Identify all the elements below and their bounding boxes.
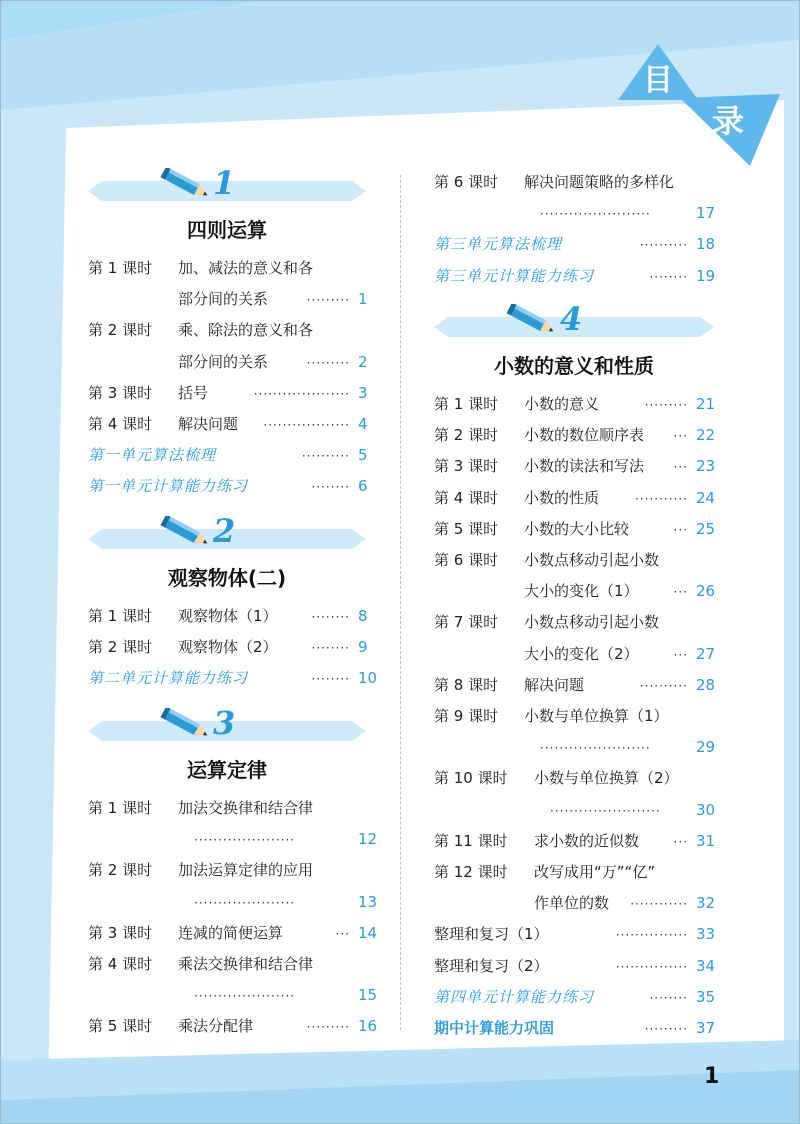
dot-leader: ···················· <box>253 386 350 401</box>
unit-number: 1 <box>213 164 236 202</box>
dot-leader: ······················· <box>550 803 661 818</box>
column-divider <box>400 175 401 1030</box>
page-ref: 35 <box>696 987 716 1006</box>
entry-title: 解决问题策略的多样化 <box>524 173 675 191</box>
page-ref: 12 <box>358 830 378 849</box>
page-ref: 17 <box>696 204 716 223</box>
dot-leader: ········ <box>311 641 350 656</box>
unit-number: 3 <box>213 704 236 742</box>
page-ref: 30 <box>696 800 716 819</box>
entry-title: 括号 <box>178 383 209 402</box>
entry-title-line2: 大小的变化（2） <box>524 644 639 663</box>
dot-leader: ··············· <box>615 928 688 943</box>
lesson-label: 第 2 课时 <box>434 426 499 445</box>
page-ref: 25 <box>696 519 716 538</box>
dot-leader: ········· <box>306 355 350 370</box>
entry-title: 乘法分配律 <box>178 1017 254 1036</box>
dot-leader: ··· <box>673 429 688 444</box>
unit-title: 四则运算 <box>187 218 267 242</box>
page-ref: 28 <box>696 675 716 694</box>
entry-title: 观察物体（2） <box>178 638 278 657</box>
dot-leader: ·········· <box>639 678 688 693</box>
entry-title: 整理和复习（1） <box>434 925 549 944</box>
unit-header <box>88 512 366 564</box>
lesson-label: 第 1 课时 <box>88 259 153 277</box>
lesson-label: 第 8 课时 <box>434 675 499 694</box>
entry-title-line2: 大小的变化（1） <box>524 582 639 601</box>
lesson-label: 第 10 课时 <box>434 769 508 788</box>
lesson-label: 第 3 课时 <box>88 923 153 942</box>
page-ref: 22 <box>696 426 716 445</box>
unit-header <box>434 300 714 352</box>
entry-title: 改写成用“万”“亿” <box>534 863 656 881</box>
entry-title: 乘法交换律和结合律 <box>178 955 314 973</box>
entry-title: 解决问题 <box>524 675 585 694</box>
dot-leader: ······················· <box>540 741 651 756</box>
lesson-label: 第 6 课时 <box>434 173 499 191</box>
unit-title: 观察物体(二) <box>167 566 287 590</box>
lesson-label: 第 5 课时 <box>88 1017 153 1036</box>
entry-title: 第一单元算法梳理 <box>88 446 217 465</box>
lesson-label: 第 9 课时 <box>434 707 499 725</box>
toc-title-badge <box>600 40 790 180</box>
toc-title-char-1: 目 <box>643 63 673 98</box>
entry-title: 第二单元计算能力练习 <box>88 669 249 688</box>
pencil-icon <box>158 516 218 550</box>
dot-leader: ············ <box>630 897 688 912</box>
page-ref: 1 <box>358 290 368 309</box>
entry-title: 整理和复习（2） <box>434 956 549 975</box>
entry-title: 观察物体（1） <box>178 607 278 625</box>
entry-title-line2: 部分间的关系 <box>178 290 269 309</box>
lesson-label: 第 4 课时 <box>434 488 499 507</box>
page-ref: 9 <box>358 638 368 657</box>
unit-title: 运算定律 <box>187 758 267 782</box>
lesson-label: 第 3 课时 <box>434 457 499 476</box>
entry-title-line2: 部分间的关系 <box>178 352 269 371</box>
page-ref: 14 <box>358 923 378 942</box>
page-ref: 5 <box>358 446 368 465</box>
entry-title: 加法运算定律的应用 <box>178 861 314 880</box>
page-ref: 24 <box>696 488 716 507</box>
entry-title: 求小数的近似数 <box>534 831 640 850</box>
page-ref: 23 <box>696 457 716 476</box>
entry-title: 小数与单位换算（2） <box>534 769 679 788</box>
dot-leader: ··· <box>673 585 688 600</box>
dot-leader: ·········· <box>639 238 688 253</box>
entry-title: 第四单元计算能力练习 <box>434 987 595 1006</box>
page-ref: 19 <box>696 266 716 285</box>
lesson-label: 第 11 课时 <box>434 831 508 850</box>
dot-leader: ····················· <box>194 989 296 1004</box>
page-ref: 10 <box>358 669 378 688</box>
toc-title-char-2: 录 <box>711 102 745 140</box>
page-ref: 21 <box>696 395 716 413</box>
entry-title: 小数的意义 <box>524 395 600 413</box>
dot-leader: ··· <box>673 647 688 662</box>
unit-header <box>88 704 366 756</box>
entry-title: 第三单元计算能力练习 <box>434 266 595 285</box>
entry-title-line2: 作单位的数 <box>534 894 610 913</box>
page-ref: 37 <box>696 1019 716 1037</box>
entry-title: 小数点移动引起小数 <box>524 551 660 569</box>
dot-leader: ········· <box>306 293 350 308</box>
dot-leader: ····················· <box>194 833 296 848</box>
entry-title: 小数与单位换算（1） <box>524 707 669 725</box>
page-ref: 27 <box>696 644 716 663</box>
entry-title: 第三单元算法梳理 <box>434 235 563 254</box>
unit-number: 2 <box>213 512 236 550</box>
pencil-icon <box>158 708 218 742</box>
entry-title: 小数的大小比较 <box>524 519 630 538</box>
dot-leader: ········ <box>311 610 350 624</box>
lesson-label: 第 2 课时 <box>88 861 153 880</box>
entry-title: 连减的简便运算 <box>178 923 284 942</box>
page-ref: 2 <box>358 352 368 371</box>
entry-title: 小数的读法和写法 <box>524 457 645 476</box>
page-ref: 8 <box>358 607 368 625</box>
dot-leader: ··· <box>673 460 688 475</box>
dot-leader: ········ <box>311 672 350 687</box>
dot-leader: ··· <box>335 926 350 941</box>
entry-title: 小数点移动引起小数 <box>524 613 660 632</box>
dot-leader: ··········· <box>635 491 688 506</box>
lesson-label: 第 1 课时 <box>434 395 499 413</box>
lesson-label: 第 1 课时 <box>88 799 153 817</box>
lesson-label: 第 5 课时 <box>434 519 499 538</box>
dot-leader: ··············· <box>615 959 688 974</box>
dot-leader: ··· <box>673 834 688 849</box>
page-ref: 16 <box>358 1017 378 1036</box>
page-ref: 15 <box>358 986 378 1005</box>
lesson-label: 第 7 课时 <box>434 613 499 632</box>
entry-title: 乘、除法的意义和各 <box>178 321 314 340</box>
dot-leader: ····················· <box>194 895 296 910</box>
page-ref: 34 <box>696 956 716 975</box>
pencil-icon <box>504 304 564 338</box>
unit-number: 4 <box>560 300 583 338</box>
lesson-label: 第 3 课时 <box>88 383 153 402</box>
page-ref: 32 <box>696 894 716 913</box>
page-number: 1 <box>704 1064 720 1089</box>
page-ref: 31 <box>696 831 716 850</box>
dot-leader: ······················· <box>540 207 651 222</box>
lesson-label: 第 2 课时 <box>88 321 153 340</box>
dot-leader: ········ <box>649 269 688 284</box>
entry-title: 小数的数位顺序表 <box>524 426 645 445</box>
lesson-label: 第 6 课时 <box>434 551 499 569</box>
dot-leader: ········· <box>306 1020 350 1035</box>
dot-leader: ··· <box>673 522 688 537</box>
entry-title: 期中计算能力巩固 <box>434 1019 555 1037</box>
dot-leader: ········· <box>644 1022 688 1036</box>
unit-header <box>88 164 366 216</box>
dot-leader: ········ <box>649 990 688 1005</box>
pencil-icon <box>158 168 218 202</box>
unit-title: 小数的意义和性质 <box>494 354 654 378</box>
entry-title: 加法交换律和结合律 <box>178 799 314 817</box>
page-ref: 4 <box>358 415 368 433</box>
dot-leader: ········ <box>311 480 350 495</box>
entry-title: 解决问题 <box>178 415 239 433</box>
page-ref: 18 <box>696 235 716 254</box>
dot-leader: ·········· <box>301 449 350 464</box>
lesson-label: 第 12 课时 <box>434 863 508 881</box>
lesson-label: 第 1 课时 <box>88 607 153 625</box>
lesson-label: 第 2 课时 <box>88 638 153 657</box>
dot-leader: ·················· <box>263 418 350 432</box>
page-ref: 26 <box>696 582 716 601</box>
page-ref: 6 <box>358 477 368 496</box>
dot-leader: ········· <box>644 398 688 412</box>
page-ref: 3 <box>358 383 368 402</box>
lesson-label: 第 4 课时 <box>88 955 153 973</box>
entry-title: 加、减法的意义和各 <box>178 259 314 277</box>
entry-title: 第一单元计算能力练习 <box>88 477 249 496</box>
lesson-label: 第 4 课时 <box>88 415 153 433</box>
page-ref: 13 <box>358 892 378 911</box>
entry-title: 小数的性质 <box>524 488 600 507</box>
page-ref: 33 <box>696 925 716 944</box>
page-ref: 29 <box>696 738 716 757</box>
